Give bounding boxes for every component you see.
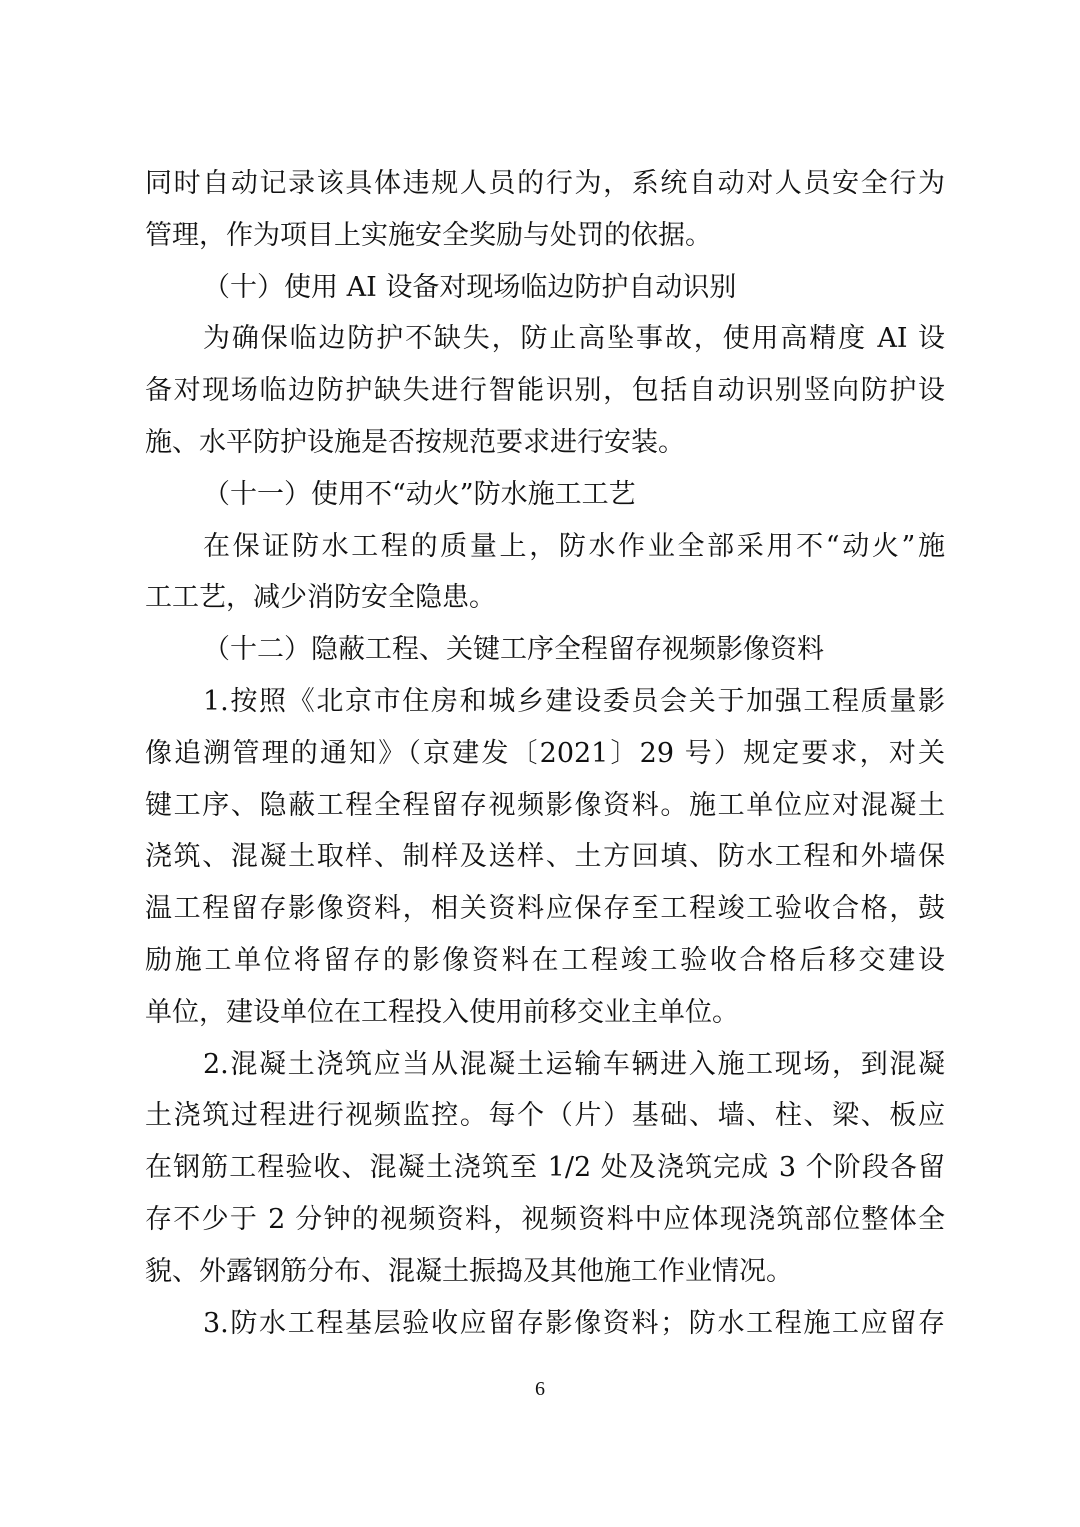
text-line: 存不少于 2 分钟的视频资料，视频资料中应体现浇筑部位整体全 xyxy=(145,1203,945,1235)
text-line: 像追溯管理的通知》（京建发〔2021〕29 号）规定要求，对关 xyxy=(145,737,945,769)
text-line: 3.防水工程基层验收应留存影像资料；防水工程施工应留存 xyxy=(203,1307,945,1339)
text-line: 温工程留存影像资料，相关资料应保存至工程竣工验收合格，鼓 xyxy=(145,893,945,925)
body-text xyxy=(145,158,945,1349)
page-number: 6 xyxy=(535,1378,545,1400)
text-line: 备对现场临边防护缺失进行智能识别，包括自动识别竖向防护设 xyxy=(145,375,945,407)
text-line: 管理，作为项目上实施安全奖励与处罚的依据。 xyxy=(145,219,712,251)
text-line: 励施工单位将留存的影像资料在工程竣工验收合格后移交建设 xyxy=(145,944,945,976)
text-line: 浇筑、混凝土取样、制样及送样、土方回填、防水工程和外墙保 xyxy=(145,841,945,873)
section-heading-12: （十二）隐蔽工程、关键工序全程留存视频影像资料 xyxy=(203,634,824,666)
text-line: 2.混凝土浇筑应当从混凝土运输车辆进入施工现场，到混凝 xyxy=(203,1048,945,1080)
text-line: 貌、外露钢筋分布、混凝土振捣及其他施工作业情况。 xyxy=(145,1255,793,1287)
text-line: 在保证防水工程的质量上，防水作业全部采用不“动火”施 xyxy=(203,530,945,562)
text-line: 在钢筋工程验收、混凝土浇筑至 1/2 处及浇筑完成 3 个阶段各留 xyxy=(145,1152,945,1184)
text-line: 1.按照《北京市住房和城乡建设委员会关于加强工程质量影 xyxy=(203,685,945,717)
text-line: 键工序、隐蔽工程全程留存视频影像资料。施工单位应对混凝土 xyxy=(145,789,945,821)
text-line: 为确保临边防护不缺失，防止高坠事故，使用高精度 AI 设 xyxy=(203,323,945,355)
section-heading-10: （十）使用 AI 设备对现场临边防护自动识别 xyxy=(203,271,737,303)
text-line: 土浇筑过程进行视频监控。每个（片）基础、墙、柱、梁、板应 xyxy=(145,1100,945,1132)
text-line: 单位，建设单位在工程投入使用前移交业主单位。 xyxy=(145,996,739,1028)
text-line: 同时自动记录该具体违规人员的行为，系统自动对人员安全行为 xyxy=(145,168,945,199)
section-heading-11: （十一）使用不“动火”防水施工工艺 xyxy=(203,478,636,510)
text-line: 施、水平防护设施是否按规范要求进行安装。 xyxy=(145,426,685,458)
text-line: 工工艺，减少消防安全隐患。 xyxy=(145,582,496,614)
